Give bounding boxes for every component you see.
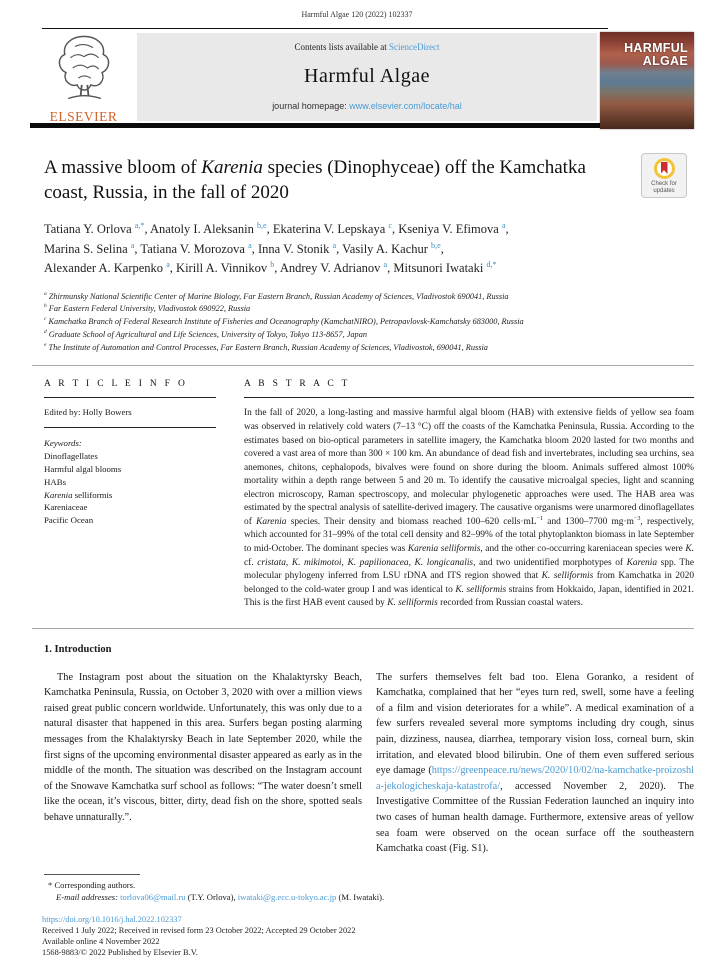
text-segment: , and two unidentified morphotypes of [473,557,627,568]
text-segment: , Mitsunori Iwataki [387,261,487,275]
article-info-column [44,379,216,610]
cover-title-line2: ALGAE [642,54,688,68]
text-segment: recorded from Russian coastal waters. [437,598,583,609]
text-segment: Tatiana Y. Orlova [44,222,135,236]
email-iwataki-link[interactable]: iwataki@g.ecc.u-tokyo.ac.jp [237,891,337,902]
text-segment: selliformis [72,489,113,500]
email-addresses [56,892,694,902]
check-updates-label: Check for updates [651,181,677,194]
greenpeace-link[interactable]: https://greenpeace.ru/news/2020/10/02/na-kamchatke-proizoshla-jekologicheskaja-katastrofa/ [376,765,694,792]
sciencedirect-link[interactable]: ScienceDirect [389,42,440,52]
elsevier-logo-block [30,33,137,124]
text-segment: Pacific Ocean [44,515,94,526]
text-segment: , [440,241,444,256]
text-segment: HABs [44,476,66,487]
affiliation-c [44,316,694,329]
superscript: a [166,259,170,269]
text-segment: In the fall of 2020, a long-lasting and massive harmful algal bloom (HAB) with extensive fields of yellow sea foam was observed in relatively cold waters (7–13 °C) off the coasts of the Kamchatka Peninsula, Russia. According to the estimates based on bio-optical parameters in satellite imagery, the Kamchatka bloom 2020 lasted for two months and covered a vast area of more than 300 × 100 km. An abundance of dead fish and invertebrates, including sea urchins, sea anemones, chitons, cephalopods, bivalves were found on shore during the bloom. Animals suffered almost 100% mortality within a depth range between 5 and 20 m. To identify the causative microalgal species, light and scanning electron microscopy, Raman spectroscopy, and molecular phylogenetic approaches were used. The HAB area was estimated by the spectral analysis of satellite-derived imagery. The causative organisms were unarmored dinoflagellates of [244,408,694,527]
contents-line [295,42,440,52]
text-segment: , Tatiana V. Morozova [134,241,249,256]
doi-link[interactable]: https://doi.org/10.1016/j.hal.2022.102337 [42,914,182,924]
text-segment: K. [685,543,695,554]
text-segment: , [505,222,509,236]
text-segment: Kamchatka Branch of Federal Research Institute of Fisheries and Oceanography (KamchatNIRO), Petropavlovsk-Kamchatsky 683000, Russia [46,317,524,327]
superscript: e [44,341,47,348]
author-line-3 [44,259,694,279]
text-segment: , Kirill A. Vinnikov [169,261,271,275]
text-segment: , [285,557,292,568]
keywords-block [44,437,216,527]
homepage-line [272,101,462,111]
superscript: b,e [431,240,441,250]
superscript: a,* [134,220,145,230]
superscript: a [130,240,135,250]
text-segment: , [341,557,348,568]
affiliation-d [44,329,694,342]
affiliation-b [44,303,694,316]
text-segment: K. selliformis [541,571,594,582]
author-line-2 [44,240,694,260]
text-segment: Alexander A. Karpenko [44,261,167,275]
text-segment: from Kamchatka in 2020 belonged to the cold-water group I and was identical to [244,571,695,595]
text-segment: Karenia [44,489,73,500]
text-segment: , Anatoly I. Aleksanin [144,222,257,236]
text-segment: , Kseniya V. Efimova [391,222,502,236]
superscript: b [270,259,275,269]
text-segment: species (Dinophyceae) off the Kamchatka coast, Russia, in the fall of 2020 [44,157,586,203]
available-online-line: Available online 4 November 2022 [42,936,160,946]
issn-line: 1568-9883/© 2022 Published by Elsevier B.V. [42,947,198,957]
text-segment: journal homepage: [272,101,350,111]
text-segment: , Andrey V. Adrianov [274,261,384,275]
text-segment: strains from Hokkaido, Japan, identified in 2021. This is the first HAB event caused by [244,584,694,609]
text-segment: K. selliformis [387,598,438,609]
check-for-updates-badge[interactable] [641,153,687,198]
journal-title: Harmful Algae [304,65,430,87]
introduction-columns [44,670,694,857]
text-segment: , Ekaterina V. Lepskaya [266,222,389,236]
superscript: a [44,290,47,297]
text-segment: , and the other co-occurring kareniacean species were [480,543,686,554]
journal-cover-title [624,42,688,68]
keyword [44,489,216,502]
text-segment: cf. [244,557,258,568]
journal-banner [30,28,694,128]
abstract-column [244,379,694,610]
keyword [44,450,216,463]
affiliation-e [44,342,694,355]
text-segment: spp. The molecular phylogeny inferred from LSU rDNA and ITS region showed that [244,557,694,582]
banner-top-rule [42,28,608,29]
text-segment: E-mail addresses: [56,891,121,902]
text-segment: Harmful algal blooms [44,464,122,475]
abstract-heading: A B S T R A C T [244,379,694,398]
keyword [44,501,216,514]
text-segment: (T.Y. Orlova), [185,891,238,902]
intro-right-column [376,670,694,857]
check-updates-icon [654,158,675,179]
text-segment: Karenia [201,157,263,178]
text-segment: Karenia [626,557,658,568]
superscript: c [44,316,47,323]
text-segment: A massive bloom of [44,157,202,178]
text-segment: Contents lists available at [294,42,389,52]
journal-homepage-link[interactable]: www.elsevier.com/locate/hal [349,101,462,111]
superscript: a [332,240,337,250]
text-segment: Far Eastern Federal University, Vladivostok 690922, Russia [46,304,251,314]
text-segment: Kareniaceae [44,502,88,513]
cover-title-line1: HARMFUL [624,41,688,55]
text-segment: , Vasily A. Kachur [336,241,432,256]
affiliation-list [44,291,694,355]
info-abstract-section [32,365,694,628]
keyword [44,514,216,527]
superscript: −1 [536,515,544,522]
text-segment: K. longicanalis [414,557,474,568]
elsevier-tree-icon [50,33,118,108]
superscript: b,e [256,220,267,230]
text-segment: The Institute of Automation and Control Processes, Far Eastern Branch, Russian Academy of Sciences, Vladivostok, 690041, Russia [46,342,488,352]
running-head: Harmful Algae 120 (2022) 102337 [301,10,413,19]
superscript: d,* [486,259,497,269]
superscript: a [248,240,252,250]
superscript: a [501,220,506,230]
text-segment: Karenia [256,516,287,527]
received-line: Received 1 July 2022; Received in revised form 23 October 2022; Accepted 29 October 2022 [42,925,356,935]
article-info-heading: A R T I C L E I N F O [44,379,216,398]
corresponding-authors-note: * Corresponding authors. [48,879,136,890]
doi-line [42,914,694,925]
superscript: c [388,220,392,230]
footnote-rule [44,874,140,875]
text-segment: The Instagram post about the situation on the Khalaktyrsky Beach, Kamchatka Peninsula, Russia, on October 3, 2020 with over a million views raised great public concern worldwide. Unfortunately, this was only due to a natural disaster that happened in this area. Surfers began posting alarming messages from the Khalaktyrsky Beach in late September 2020, while the first signs of the upcoming environmental disaster appeared as early as in the middle of the month. The situation was described on the Instagram account of the Snowave Kamchatka surf school as follows: “The water doesn’t smell like the ocean, it’s viscous, bitter, dirty, dead fish on the shore, spotted seals behave unnaturally.”. [44,671,362,824]
superscript: a [383,259,388,269]
text-segment: , [408,557,415,568]
text-segment: Zhirmunsky National Scientific Center of Marine Biology, Far Eastern Branch, Russian Academy of Sciences, Vladivostok 690041, Russia [46,291,509,301]
banner-row [30,33,694,124]
text-segment: K. mikimotoi [291,557,342,568]
text-segment: cristata [257,557,286,568]
text-segment: , accessed November 2, 2020). The Investigative Committee of the Russian Federation launched an inquiry into two cases of human health damage. Furthermore, extensive areas of yellow sea foam were observed on the ocean surface off the southeastern Kamchatka coast (Fig. S1). [376,780,694,855]
text-segment: (M. Iwataki). [336,891,385,902]
introduction-heading: 1. Introduction [44,643,112,655]
superscript: −3 [633,515,641,522]
text-segment: K. selliformis [455,584,507,595]
abstract-body [244,407,694,610]
article-title [44,155,619,205]
journal-cover [600,32,694,129]
author-line-1 [44,220,694,240]
keyword [44,463,216,476]
text-segment: K. papilionacea [347,557,409,568]
text-segment: Karenia selliformis [407,543,481,554]
text-segment: , respectively, which accounted for 31–99% of the total cell density and 82–99% of the total phytoplankton biomass in late September to mid-October. The dominant species was [244,516,695,554]
elsevier-wordmark: ELSEVIER [49,109,118,124]
text-segment: Dinoflagellates [44,451,98,462]
article-footer [42,914,694,958]
intro-left-column [44,670,362,857]
banner-bottom-bar [30,123,694,128]
affiliation-a [44,291,694,304]
edited-by: Edited by: Holly Bowers [44,398,216,428]
text-segment: and 1300–7700 mg·m [543,516,634,527]
superscript: d [44,329,47,336]
bookmark-icon [661,162,668,174]
author-list [44,220,694,279]
introduction-section [44,644,694,857]
superscript: b [44,303,47,310]
banner-center-box [137,33,597,121]
text-segment: The surfers themselves felt bad too. Elena Goranko, a resident of Kamchatka, complained that her “eyes turn red, swell, some have a feeling of a film and vision deteriorates for a while”. A medical examination of a few surfers revealed several more symptoms including dry cough, sinus pain, dizziness, nausea, diarrhea, temporary vision loss, corneal burn, skin irritation, and elevated blood bilirubin. One of them even suffered serious eye damage ( [376,671,694,777]
text-segment: , Inna V. Stonik [251,241,333,256]
text-segment: Graduate School of Agricultural and Life Sciences, University of Tokyo, Tokyo 113-8657, Japan [46,329,368,339]
keywords-label: Keywords: [44,438,82,449]
email-orlova-link[interactable]: torlova06@mail.ru [120,891,186,902]
keyword [44,476,216,489]
text-segment: species. Their density and biomass reached 100–620 cells·mL [286,516,537,527]
text-segment: Marina S. Selina [44,241,131,256]
